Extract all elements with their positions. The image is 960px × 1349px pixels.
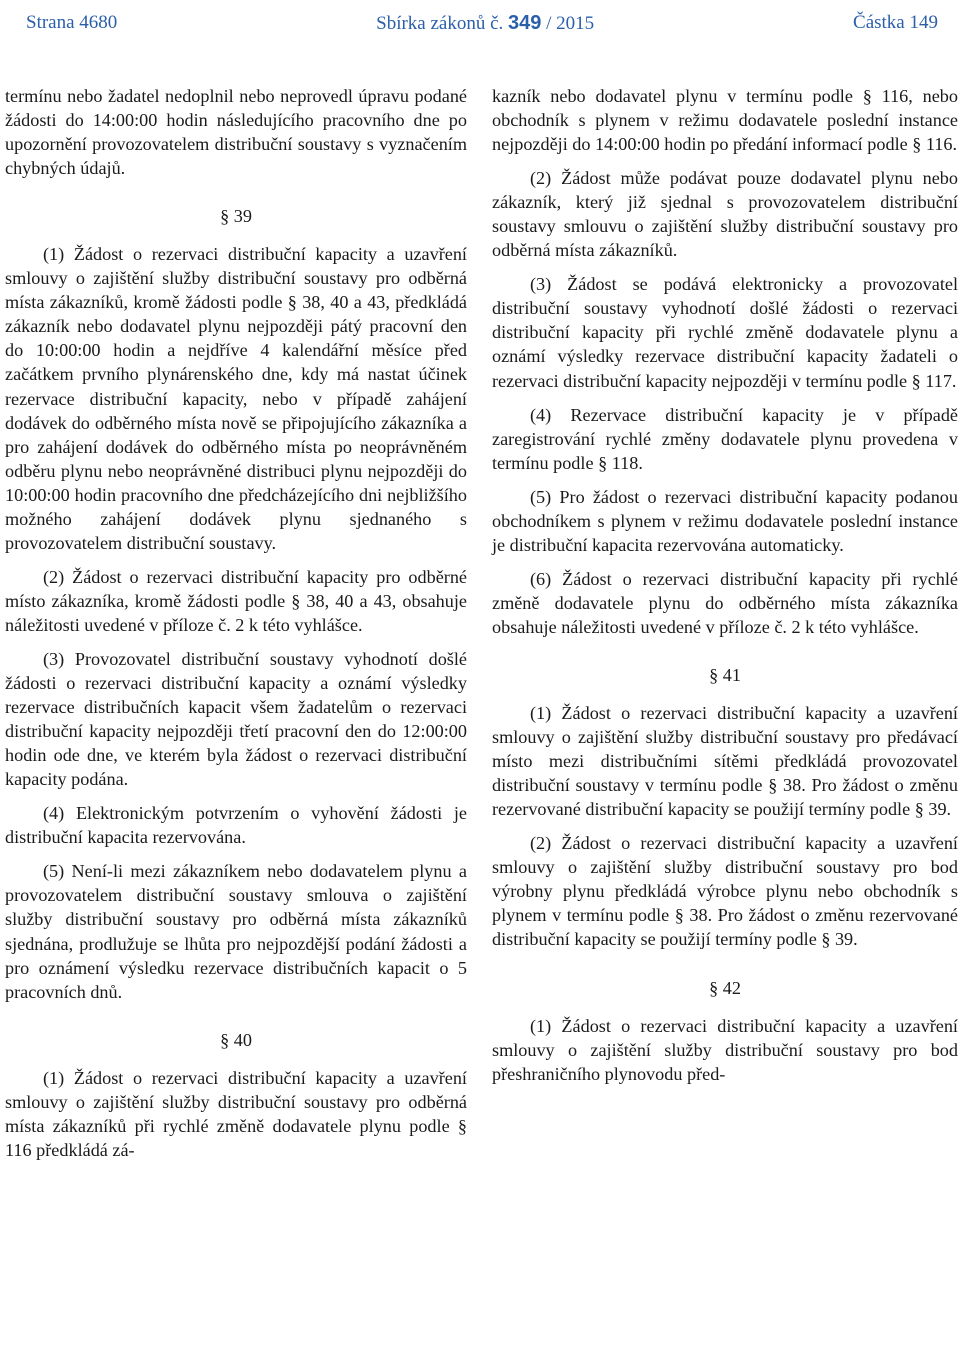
paragraph: (1) Žádost o rezervaci distribuční kapacity a uzavření smlouvy o zajištění služby distribuční soustavy pro bod přeshraničního plynovodu před-: [492, 1015, 958, 1084]
part-number: Částka 149: [853, 12, 938, 33]
paragraph: (4) Elektronickým potvrzením o vyhovění žádosti je distribuční kapacita rezervována.: [5, 803, 467, 848]
paragraph: (1) Žádost o rezervaci distribuční kapacity a uzavření smlouvy o zajištění služby distribuční soustavy pro předávací místo mezi distribučními sítěmi předkládá provozovatel distribuční soustavy v termínu podle § 38. Pro žádost o změnu rezervované distribuční kapacity se použijí termíny podle § 39.: [492, 703, 958, 820]
section-heading-39: § 39: [220, 206, 252, 227]
page-header: [26, 5, 938, 41]
paragraph: (5) Pro žádost o rezervaci distribuční kapacity podanou obchodníkem s plynem v režimu dodavatele poslední instance je distribuční kapacita rezervována automaticky.: [492, 486, 958, 555]
collection-title: Sbírka zákonů č. 349 / 2015: [376, 11, 595, 34]
section-heading-41: § 41: [709, 664, 741, 685]
paragraph: (3) Provozovatel distribuční soustavy vyhodnotí došlé žádosti o rezervaci distribuční kapacity a oznámí výsledky rezervace distribučních kapacit všem žadatelům o rezervaci distribuční kapacity nejpozději třetí pracovní den do 12:00:00 hodin ode dne, ve kterém byla žádost o rezervaci distribuční kapacity podána.: [5, 648, 467, 790]
page-number: Strana 4680: [26, 12, 118, 33]
right-column: [492, 84, 958, 1096]
law-year: / 2015: [546, 12, 595, 34]
paragraph: (1) Žádost o rezervaci distribuční kapacity a uzavření smlouvy o zajištění služby distribuční soustavy pro odběrná místa zákazníků při rychlé změně dodavatele plynu podle § 116 předkládá zá-: [5, 1067, 467, 1160]
paragraph: (2) Žádost o rezervaci distribuční kapacity pro odběrné místo zákazníka, kromě žádosti podle § 38, 40 a 43, obsahuje náležitosti uvedené v příloze č. 2 k této vyhlášce.: [5, 566, 467, 635]
paragraph: (3) Žádost se podává elektronicky a provozovatel distribuční soustavy vyhodnotí došlé žádosti o rezervaci distribuční kapacity při rychlé změně dodavatele plynu a oznámí výsledky rezervace distribuční kapacity žadateli o rezervaci distribuční kapacity nejpozději v termínu podle § 117.: [492, 274, 958, 391]
left-column: [5, 84, 467, 1172]
law-number: 349: [508, 11, 542, 34]
paragraph: (6) Žádost o rezervaci distribuční kapacity při rychlé změně dodavatele plynu do odběrného místa zákazníka obsahuje náležitosti uvedené v příloze č. 2 k této vyhlášce.: [492, 568, 958, 637]
paragraph: (4) Rezervace distribuční kapacity je v případě zaregistrování rychlé změny dodavatele plynu provedena v termínu podle § 118.: [492, 404, 958, 473]
paragraph: termínu nebo žadatel nedoplnil nebo neprovedl úpravu podané žádosti do 14:00:00 hodin následujícího pracovního dne po upozornění provozovatelem distribuční soustavy s vyznačením chybných údajů.: [5, 86, 467, 179]
section-heading-42: § 42: [709, 977, 741, 998]
section-heading-40: § 40: [220, 1029, 252, 1050]
paragraph: (1) Žádost o rezervaci distribuční kapacity a uzavření smlouvy o zajištění služby distribuční soustavy pro odběrná místa zákazníků, kromě žádosti podle § 38, 40 a 43, předkládá zákazník nebo dodavatel plynu nejpozději pátý pracovní den do 10:00:00 hodin a nejdříve 4 kalendářní měsíce před začátkem prvního plynárenského dne, kdy má nastat účinek rezervace distribuční kapacity, nebo v případě zahájení dodávek do odběrného místa nově se připojujícího zákazníka a pro zahájení dodávek do odběrného místa po neoprávněném odběru plynu nebo neoprávněné distribuci plynu nejpozději do 10:00:00 hodin pracovního dne předcházejícího dni nejbližšího možného zahájení dodávek plynu sjednaného s provozovatelem distribuční soustavy.: [5, 244, 467, 553]
paragraph: (5) Není-li mezi zákazníkem nebo dodavatelem plynu a provozovatelem distribuční soustavy smlouva o zajištění služby distribuční soustavy pro odběrná místa zákazníků sjednána, prodlužuje se lhůta pro nejpozdější podání žádosti a pro oznámení výsledku rezervace distribučních kapacit o 5 pracovních dnů.: [5, 861, 467, 1002]
paragraph: kazník nebo dodavatel plynu v termínu podle § 116, nebo obchodník s plynem v režimu dodavatele poslední instance nejpozději do 14:00:00 hodin po předání informací podle § 116.: [492, 86, 958, 155]
paragraph: (2) Žádost o rezervaci distribuční kapacity a uzavření smlouvy o zajištění služby distribuční soustavy pro bod výrobny plynu předkládá výrobce plynu nebo obchodník s plynem v termínu podle § 38. Pro žádost o změnu rezervované distribuční kapacity se použijí termíny podle § 39.: [492, 833, 958, 950]
paragraph: (2) Žádost může podávat pouze dodavatel plynu nebo zákazník, který již sjednal s provozovatelem distribuční soustavy smlouvu o zajištění služby distribuční soustavy pro odběrná místa zákazníků.: [492, 168, 958, 261]
